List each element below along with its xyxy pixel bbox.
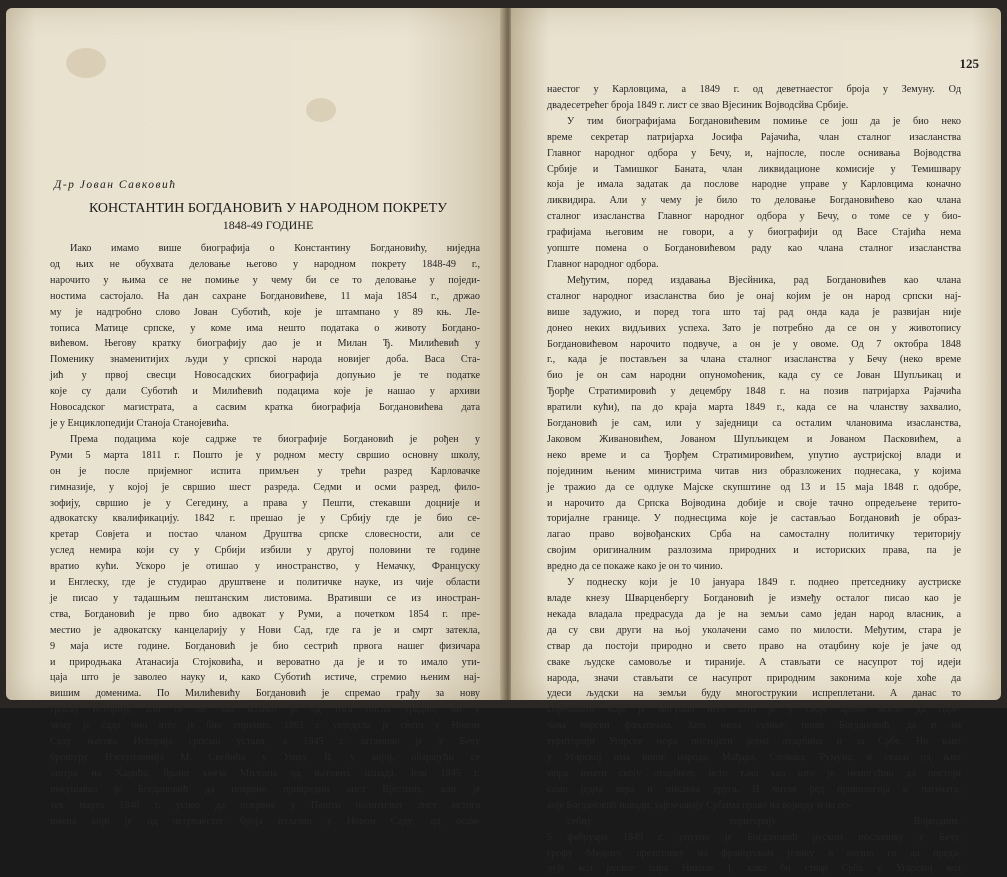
text-line: неко време и са Ђорђем Стратимировићем, упутио аустријској влади и	[547, 449, 961, 461]
text-line: сталног народног изасланства био је онај којим је он народ српски нај-	[547, 290, 961, 302]
text-line: вишим доменима. По Милићевићу Богдановић је спремао грађу за нову	[50, 688, 480, 700]
paper-stain	[306, 98, 336, 122]
text-line: Међутим, поред издавања Вјесйника, рад Богдановићев као члана	[567, 274, 961, 286]
text-line: услед немира који су у Србији избили у другој половини те године	[50, 545, 480, 557]
text-line: гимназије, у којој је свршио шест разреда. Седми и осми разред, фило-	[50, 481, 480, 493]
text-line: ликвидира. Али у чему је било то деловање Богдановићево као члана	[547, 195, 961, 207]
text-line: оштро на Хаџића, брани кнеза Милоша од његових напада. Још 1845 г.	[50, 767, 480, 779]
text-line: сваке људске самовоље и тираније. А стављати се насупрот тој идеји	[547, 656, 961, 668]
text-line: г., када је постављен за члана сталног изасланства у Бечу (неко време	[547, 354, 961, 366]
text-line: покушавао је Богдановић да покрене привредни лист Вјестник, али је	[50, 783, 480, 795]
text-line: владе кнезу Шварценбергу Богдановић је између осталог писао као је	[547, 593, 961, 604]
text-line: му је надгробно слово Јован Суботић, које је штампано у 89 књ. Ле-	[50, 306, 480, 318]
text-line: само једна вера и никаква друга. И читав ред привилегија и патената,	[547, 783, 961, 795]
text-line: Главног народног одбора у Бечу, и, најпосле, после оснивања Војводства	[547, 147, 961, 159]
paper-stain	[66, 48, 106, 78]
text-line: дује код руског цара Николе I, како би ствар Срба у Угарској код	[547, 863, 961, 875]
text-line: Новосадског магистрата, а сасвим кратка биографија Богдановићева дата	[50, 402, 480, 414]
text-line: он је после пријемног испита примљен у трећи разред Карловачке	[50, 465, 480, 477]
text-line: је писао у тадашњим пештанским листовима. Вративши се из иностран-	[50, 592, 480, 604]
text-line: које су дали Суботић и Милићевић подацима које је нашао у архиви	[50, 386, 480, 398]
text-line: донео неких видљивих успеха. Зато је потребно да се он у животопису	[547, 322, 961, 334]
text-line: мора имати своју отаџбину, исто тако као што је немогућно да постоји	[547, 767, 961, 779]
text-line: чему је сада оно што је био спремио. 1861 г. угледала је света у Новом	[50, 720, 480, 732]
text-line: 5 фебруара 1849 г. упутио је Богдановић руском посланику у Бечу,	[547, 831, 961, 843]
text-line: које Богдановић наводи, зајемчавају Србима право на војводу и на по-	[547, 799, 852, 811]
text-line: територији Угарске мора постојати једна отаџбина и за Србе. Но како	[547, 736, 961, 748]
text-line: да су сви други на њој уколачени само по милости. Међутим, стара је	[547, 624, 961, 636]
left-body-text	[50, 241, 480, 830]
text-line: уопште помена о Богдановићевом раду као члана сталног изасланства	[547, 243, 961, 255]
text-line: својим оригиналним разлозима природних и историских права, па је	[547, 545, 961, 557]
text-line: вредно да се покаже како је он то чинио.	[547, 561, 723, 573]
text-line: време секретар патријарха Јосифа Рајачића, члан сталног изасланства	[547, 131, 961, 143]
text-line: Саду његова Историја српскоі устава, а 1845 г. штампао је у Бечу	[50, 736, 480, 748]
text-line: и нарочито да Српска Војводина добије и своје тачно опредељене терито-	[547, 497, 961, 509]
text-line: кретар Совјета и постао чланом Друштва српске словесности, али се	[50, 529, 480, 541]
text-line: Србије и Тамишког Баната, члан ликвидационе комисије у Темишвару	[547, 163, 961, 175]
text-line: тек марта 1848 г. успео да покрене у Пешти политички лист истога	[50, 799, 480, 811]
left-page	[6, 8, 506, 827]
text-line: местио је адвокатску канцеларију у Нови Сад, где га је и смрт затекла,	[50, 624, 480, 636]
text-line: појединим њеним министрима читав низ образложених поднесака, у којима	[547, 465, 961, 477]
text-line: и Енглеску, где је студирао друштвене и политичке науке, из чије области	[50, 577, 480, 589]
right-page	[511, 8, 1001, 875]
text-line: тописа Матице српске, у коме има нешто података о животу Богдано-	[50, 322, 480, 334]
text-line: брошуру Изступленија М. Свейића у Ушку II, у којој, обарајући се	[50, 752, 480, 763]
text-line: вратио кући. Ускоро је отишао у иностранство, у Немачку, Француску	[50, 561, 480, 573]
text-line: чава верски фанатизам. Зато нема сумње, пише Богдановић, да и на	[547, 720, 961, 732]
text-line: нарочито у њима се не помиње у чему би се то деловање у поједи-	[50, 274, 480, 286]
text-line: јић у првој свесци Новосадских биографија допуњио је те податке	[50, 370, 480, 382]
text-line: спречавати маје је могућно него што је у своје време могло да спре-	[547, 704, 961, 716]
text-line: адвокатску квалификацију. 1842 г. прешао је у Србију где је био се-	[50, 513, 480, 525]
text-line: Ђорђе Стратимировић у децембру 1848 г. на позив патријарха Рајачића	[547, 386, 961, 398]
text-line: која је имала задатак да послове народне управе у Карловцима коначно	[547, 179, 961, 191]
text-line: Према подацима које садрже те биографије Богдановић је рођен у	[70, 433, 480, 445]
text-line: ностима састојало. На дан сахране Богдановићеве, 11 маја 1854 г., држао	[50, 290, 480, 302]
text-line: Поменику знаменитијих људи у српскоі народа новијег доба. Васа Ста-	[50, 354, 480, 366]
article-title: КОНСТАНТИН БОГДАНОВИЋ У НАРОДНОМ ПОКРЕТУ	[88, 201, 448, 216]
text-line: Главног народног одбора.	[547, 258, 659, 270]
text-line: вратили кући), па до краја марта 1849 г., када се на чланству захвалио,	[547, 402, 961, 414]
text-line: наестог у Карловцима, а 1849 г. од деветнаестог броја у Земуну. Од	[547, 84, 961, 95]
author-name: Д-р Јован Савковић	[54, 179, 177, 191]
text-line: зофију, свршио је у Сегедину, а права у Пешти, стекавши доцније и	[50, 497, 480, 509]
text-line: од њих не обухвата деловање његово у народном покрету 1848-49 г.,	[50, 258, 480, 270]
text-line: ства, Богдановић је прво био адвокат у Руми, а почетком 1854 г. пре-	[50, 608, 480, 620]
text-line: грофу Медему, претставку на француском језику и молио га да преда-	[547, 847, 961, 859]
text-line: У поднеску који је 10 јануара 1849 г. поднео претседнику аустриске	[567, 577, 961, 589]
text-line: народа, значи стављати се насупрот природним законима које хоће да	[547, 672, 961, 684]
text-line: себну територију Војводине.	[567, 815, 961, 827]
text-line: двадесетрећег броја 1849 г. лист се звао Вјесиник Војводсйва Србије.	[547, 99, 849, 111]
text-line: удеси људски на земљи буду многострукии испреплетани. А данас то	[547, 688, 961, 700]
page-number: 125	[959, 56, 979, 71]
text-line: некада владала предрасуда да је на земљи само један народ власник, а	[547, 608, 961, 620]
text-line: вићевом. Његову кратку биографију дао је и Милан Ђ. Милићевић у	[50, 338, 480, 350]
text-line: је у Енциклопедији Станоја Станојевића.	[50, 417, 229, 429]
text-line: Јаковом Живановићем, Јованом Шупљикцем и Јованом Пасковићем, а	[547, 433, 961, 445]
text-line: Иако имамо више биографија о Константину Богдановићу, ниједна	[70, 243, 480, 254]
article-subtitle: 1848-49 ГОДИНЕ	[222, 218, 314, 232]
text-line: Руми 5 марта 1811 г. Пошто је у родном месту свршио основну школу,	[50, 449, 480, 461]
text-line: српску историју, али се не зна колико је од тога посла урадио, ни у	[50, 704, 480, 716]
text-line: лагао право војвођанских Срба на самосталну политичку територију	[547, 529, 961, 541]
text-line: више задужио, и поред тога што тај рад онда када је развијан није	[547, 306, 961, 318]
text-line: ствар да постоји природно и свето право на отаџбину које је јаче од	[547, 640, 961, 652]
text-line: у Угарској има више народа, Мађара, Словака, Румуна, и сваки од њих	[547, 752, 961, 764]
text-line: имена који је од четрнаестог броја излазио у Новом Саду; од осам-	[50, 815, 480, 827]
text-line: графијама његовим не говори, а у биографији од Васе Стајића нема	[547, 227, 961, 239]
text-line: сталног изасланства Главног народног одбора у Бечу, о томе се у био-	[547, 211, 961, 223]
text-line: 9 маја исте године. Богдановић је био сестрић првога нашег физичара	[50, 640, 480, 652]
text-line: цаја што је заволео науку и, како Суботић истиче, стремио њеним нај-	[50, 672, 480, 684]
text-line: У тим биографијама Богдановићевим помиње се још да је био неко	[567, 115, 961, 127]
text-line: и природњака Атанасија Стојковића, и вероватно да је и то имало ути-	[50, 656, 480, 668]
text-line: је тражио да се одлуке Мајске скупштине од 13 и 15 маја 1848 г. одобре,	[547, 481, 961, 493]
text-line: торијалне границе. У поднесцима које је састављао Богдановић је образ-	[547, 513, 961, 525]
text-line: био је он сам народни опуномоћеник, када су се Јован Шупљикац и	[547, 370, 961, 382]
text-line: Богдановић је сам, или у заједници са осталим члановима изасланства,	[547, 418, 961, 430]
text-line: Богдановићевом нарочито подвуче, а он је у овоме. Од 7 октобра 1848	[547, 338, 961, 350]
right-body-text	[547, 82, 961, 877]
